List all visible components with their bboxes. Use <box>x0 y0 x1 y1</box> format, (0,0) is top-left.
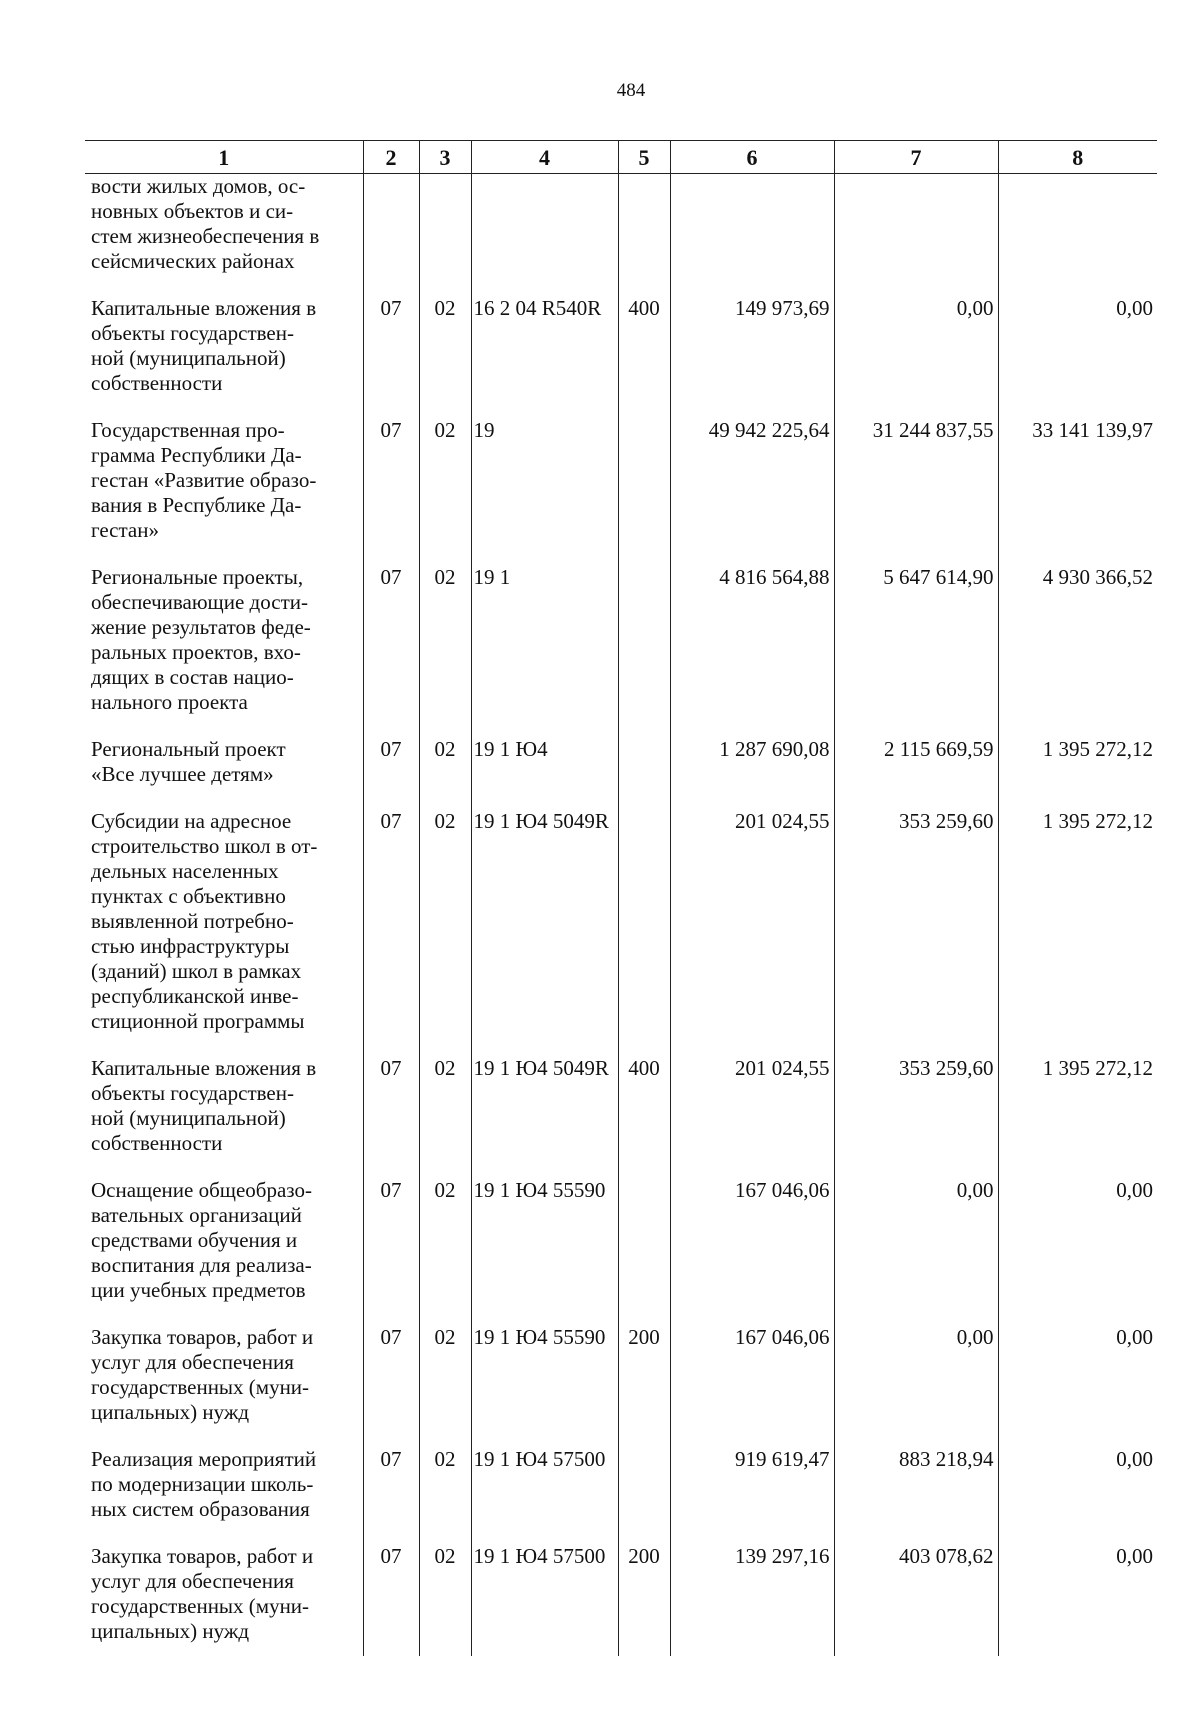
page-number: 484 <box>616 80 646 101</box>
row-amount-year1: 1 287 690,08 <box>670 737 834 787</box>
row-expense-type <box>618 737 670 787</box>
row-name: Субсидии на адресное строительство школ в от- дельных населенных пунктах с объективно выявленной потребно- стью инфраструктуры (зданий) школ в рамках республиканской инве- стиционной программы <box>91 809 318 1033</box>
header-col-5: 5 <box>618 141 670 174</box>
row-name: Региональный проект «Все лучшее детям» <box>91 737 286 786</box>
gap-cell <box>363 274 419 296</box>
row-amount-year3: 1 395 272,12 <box>998 1056 1157 1156</box>
row-section: 07 <box>363 737 419 787</box>
gap-cell <box>834 1034 998 1056</box>
row-amount-year3: 1 395 272,12 <box>998 809 1157 1034</box>
row-amount-year3: 0,00 <box>998 296 1157 396</box>
header-col-6: 6 <box>670 141 834 174</box>
row-gap <box>85 1425 1157 1447</box>
row-amount-year2: 883 218,94 <box>834 1447 998 1522</box>
gap-cell <box>670 1156 834 1178</box>
gap-cell <box>85 1522 363 1544</box>
row-target-code: 19 1 Ю4 5049R <box>471 809 618 1034</box>
row-amount-year1: 49 942 225,64 <box>670 418 834 543</box>
row-amount-year3: 0,00 <box>998 1325 1157 1425</box>
gap-cell <box>618 1303 670 1325</box>
gap-cell <box>670 715 834 737</box>
table-row <box>85 418 1157 543</box>
gap-cell <box>998 1034 1157 1056</box>
row-target-code: 19 <box>471 418 618 543</box>
row-amount-year3: 33 141 139,97 <box>998 418 1157 543</box>
gap-cell <box>363 396 419 418</box>
gap-cell <box>471 1425 618 1447</box>
row-gap <box>85 1522 1157 1544</box>
header-col-8: 8 <box>998 141 1157 174</box>
row-target-code: 19 1 Ю4 57500 <box>471 1447 618 1522</box>
gap-cell <box>419 543 471 565</box>
table-row <box>85 1447 1157 1522</box>
gap-cell <box>419 1303 471 1325</box>
gap-cell <box>618 543 670 565</box>
row-target-code: 19 1 Ю4 5049R <box>471 1056 618 1156</box>
table-row <box>85 809 1157 1034</box>
row-amount-year1: 139 297,16 <box>670 1544 834 1656</box>
row-expense-type: 400 <box>618 1056 670 1156</box>
row-expense-type <box>618 1178 670 1303</box>
row-subsection <box>419 174 471 275</box>
row-target-code <box>471 174 618 275</box>
gap-cell <box>419 396 471 418</box>
row-gap <box>85 274 1157 296</box>
table-row <box>85 1544 1157 1656</box>
row-section: 07 <box>363 1178 419 1303</box>
gap-cell <box>471 396 618 418</box>
gap-cell <box>670 787 834 809</box>
row-subsection: 02 <box>419 1056 471 1156</box>
gap-cell <box>85 1156 363 1178</box>
row-expense-type: 400 <box>618 296 670 396</box>
gap-cell <box>85 787 363 809</box>
row-subsection: 02 <box>419 737 471 787</box>
gap-cell <box>670 396 834 418</box>
gap-cell <box>85 274 363 296</box>
row-target-code: 19 1 Ю4 55590 <box>471 1325 618 1425</box>
gap-cell <box>85 1034 363 1056</box>
gap-cell <box>85 543 363 565</box>
row-amount-year2: 5 647 614,90 <box>834 565 998 715</box>
row-expense-type <box>618 809 670 1034</box>
gap-cell <box>471 1156 618 1178</box>
row-amount-year3: 0,00 <box>998 1178 1157 1303</box>
gap-cell <box>998 715 1157 737</box>
gap-cell <box>670 1425 834 1447</box>
row-name: Капитальные вложения в объекты государствен- ной (муниципальной) собственности <box>91 296 317 395</box>
gap-cell <box>419 787 471 809</box>
gap-cell <box>834 1425 998 1447</box>
header-row <box>85 141 1157 174</box>
row-amount-year2 <box>834 174 998 275</box>
table-row <box>85 296 1157 396</box>
row-subsection: 02 <box>419 418 471 543</box>
gap-cell <box>618 1522 670 1544</box>
gap-cell <box>670 1303 834 1325</box>
row-amount-year2: 353 259,60 <box>834 1056 998 1156</box>
row-amount-year2: 353 259,60 <box>834 809 998 1034</box>
gap-cell <box>670 274 834 296</box>
table-row <box>85 1178 1157 1303</box>
row-name: Капитальные вложения в объекты государствен- ной (муниципальной) собственности <box>91 1056 317 1155</box>
row-amount-year1 <box>670 174 834 275</box>
gap-cell <box>998 1303 1157 1325</box>
row-amount-year1: 4 816 564,88 <box>670 565 834 715</box>
gap-cell <box>363 1303 419 1325</box>
gap-cell <box>363 787 419 809</box>
table-body <box>85 174 1157 1657</box>
row-gap <box>85 1156 1157 1178</box>
gap-cell <box>834 1303 998 1325</box>
row-amount-year3: 4 930 366,52 <box>998 565 1157 715</box>
row-amount-year1: 919 619,47 <box>670 1447 834 1522</box>
gap-cell <box>670 1522 834 1544</box>
gap-cell <box>834 1156 998 1178</box>
row-subsection: 02 <box>419 809 471 1034</box>
row-expense-type <box>618 1447 670 1522</box>
row-section: 07 <box>363 418 419 543</box>
gap-cell <box>834 396 998 418</box>
gap-cell <box>363 1034 419 1056</box>
row-name: Государственная про- грамма Республики Да- гестан «Развитие образо- вания в Республике Да- гестан» <box>91 418 317 542</box>
gap-cell <box>618 787 670 809</box>
budget-table <box>85 140 1157 1656</box>
gap-cell <box>471 787 618 809</box>
row-subsection: 02 <box>419 1325 471 1425</box>
gap-cell <box>85 1303 363 1325</box>
gap-cell <box>670 543 834 565</box>
gap-cell <box>363 715 419 737</box>
gap-cell <box>471 1303 618 1325</box>
row-target-code: 16 2 04 R540R <box>471 296 618 396</box>
table-row <box>85 1325 1157 1425</box>
row-amount-year2: 31 244 837,55 <box>834 418 998 543</box>
row-amount-year2: 403 078,62 <box>834 1544 998 1656</box>
gap-cell <box>85 1425 363 1447</box>
gap-cell <box>618 1034 670 1056</box>
gap-cell <box>363 543 419 565</box>
row-expense-type <box>618 418 670 543</box>
header-col-2: 2 <box>363 141 419 174</box>
gap-cell <box>419 1522 471 1544</box>
gap-cell <box>834 274 998 296</box>
row-name: Реализация мероприятий по модернизации школь- ных систем образования <box>91 1447 317 1521</box>
row-section: 07 <box>363 1056 419 1156</box>
row-section: 07 <box>363 296 419 396</box>
gap-cell <box>834 543 998 565</box>
header-col-7: 7 <box>834 141 998 174</box>
gap-cell <box>834 787 998 809</box>
gap-cell <box>85 396 363 418</box>
row-gap <box>85 1303 1157 1325</box>
row-name: Закупка товаров, работ и услуг для обеспечения государственных (муни- ципальных) нужд <box>91 1325 314 1424</box>
table-row <box>85 565 1157 715</box>
row-name: Оснащение общеобразо- вательных организаций средствами обучения и воспитания для реализа- ции учебных предметов <box>91 1178 312 1302</box>
row-target-code: 19 1 <box>471 565 618 715</box>
row-subsection: 02 <box>419 1178 471 1303</box>
table-row <box>85 174 1157 275</box>
gap-cell <box>618 715 670 737</box>
gap-cell <box>363 1425 419 1447</box>
row-section: 07 <box>363 565 419 715</box>
row-expense-type: 200 <box>618 1544 670 1656</box>
table-row <box>85 1056 1157 1156</box>
row-amount-year1: 201 024,55 <box>670 809 834 1034</box>
row-target-code: 19 1 Ю4 55590 <box>471 1178 618 1303</box>
row-expense-type: 200 <box>618 1325 670 1425</box>
gap-cell <box>419 1156 471 1178</box>
row-target-code: 19 1 Ю4 57500 <box>471 1544 618 1656</box>
row-amount-year3 <box>998 174 1157 275</box>
row-subsection: 02 <box>419 1544 471 1656</box>
row-amount-year3: 0,00 <box>998 1447 1157 1522</box>
row-section: 07 <box>363 1325 419 1425</box>
row-subsection: 02 <box>419 296 471 396</box>
gap-cell <box>998 274 1157 296</box>
gap-cell <box>998 396 1157 418</box>
gap-cell <box>419 715 471 737</box>
gap-cell <box>618 274 670 296</box>
header-col-4: 4 <box>471 141 618 174</box>
gap-cell <box>670 1034 834 1056</box>
row-expense-type <box>618 174 670 275</box>
row-name: Закупка товаров, работ и услуг для обеспечения государственных (муни- ципальных) нужд <box>91 1544 314 1643</box>
row-subsection: 02 <box>419 1447 471 1522</box>
gap-cell <box>471 1034 618 1056</box>
row-amount-year2: 0,00 <box>834 296 998 396</box>
gap-cell <box>419 1425 471 1447</box>
row-section <box>363 174 419 275</box>
row-gap <box>85 396 1157 418</box>
row-section: 07 <box>363 1544 419 1656</box>
gap-cell <box>998 1522 1157 1544</box>
row-gap <box>85 715 1157 737</box>
row-gap <box>85 543 1157 565</box>
gap-cell <box>363 1156 419 1178</box>
gap-cell <box>834 715 998 737</box>
row-amount-year3: 1 395 272,12 <box>998 737 1157 787</box>
gap-cell <box>998 1156 1157 1178</box>
gap-cell <box>471 274 618 296</box>
row-subsection: 02 <box>419 565 471 715</box>
row-section: 07 <box>363 1447 419 1522</box>
row-target-code: 19 1 Ю4 <box>471 737 618 787</box>
header-col-1: 1 <box>85 141 363 174</box>
gap-cell <box>618 1156 670 1178</box>
row-gap <box>85 787 1157 809</box>
row-amount-year1: 201 024,55 <box>670 1056 834 1156</box>
row-amount-year1: 167 046,06 <box>670 1178 834 1303</box>
gap-cell <box>618 1425 670 1447</box>
row-name: вости жилых домов, ос- новных объектов и си- стем жизнеобеспечения в сейсмических районах <box>91 174 320 273</box>
row-expense-type <box>618 565 670 715</box>
row-gap <box>85 1034 1157 1056</box>
row-amount-year2: 2 115 669,59 <box>834 737 998 787</box>
row-name: Региональные проекты, обеспечивающие дости- жение результатов феде- ральных проектов, вхо- дящих в состав нацио- нального проекта <box>91 565 311 714</box>
header-col-3: 3 <box>419 141 471 174</box>
gap-cell <box>85 715 363 737</box>
row-amount-year2: 0,00 <box>834 1178 998 1303</box>
row-section: 07 <box>363 809 419 1034</box>
gap-cell <box>419 274 471 296</box>
row-amount-year3: 0,00 <box>998 1544 1157 1656</box>
gap-cell <box>471 1522 618 1544</box>
gap-cell <box>471 543 618 565</box>
gap-cell <box>618 396 670 418</box>
gap-cell <box>834 1522 998 1544</box>
gap-cell <box>419 1034 471 1056</box>
row-amount-year2: 0,00 <box>834 1325 998 1425</box>
gap-cell <box>998 1425 1157 1447</box>
gap-cell <box>363 1522 419 1544</box>
gap-cell <box>998 787 1157 809</box>
row-amount-year1: 149 973,69 <box>670 296 834 396</box>
gap-cell <box>471 715 618 737</box>
gap-cell <box>998 543 1157 565</box>
table-row <box>85 737 1157 787</box>
row-amount-year1: 167 046,06 <box>670 1325 834 1425</box>
